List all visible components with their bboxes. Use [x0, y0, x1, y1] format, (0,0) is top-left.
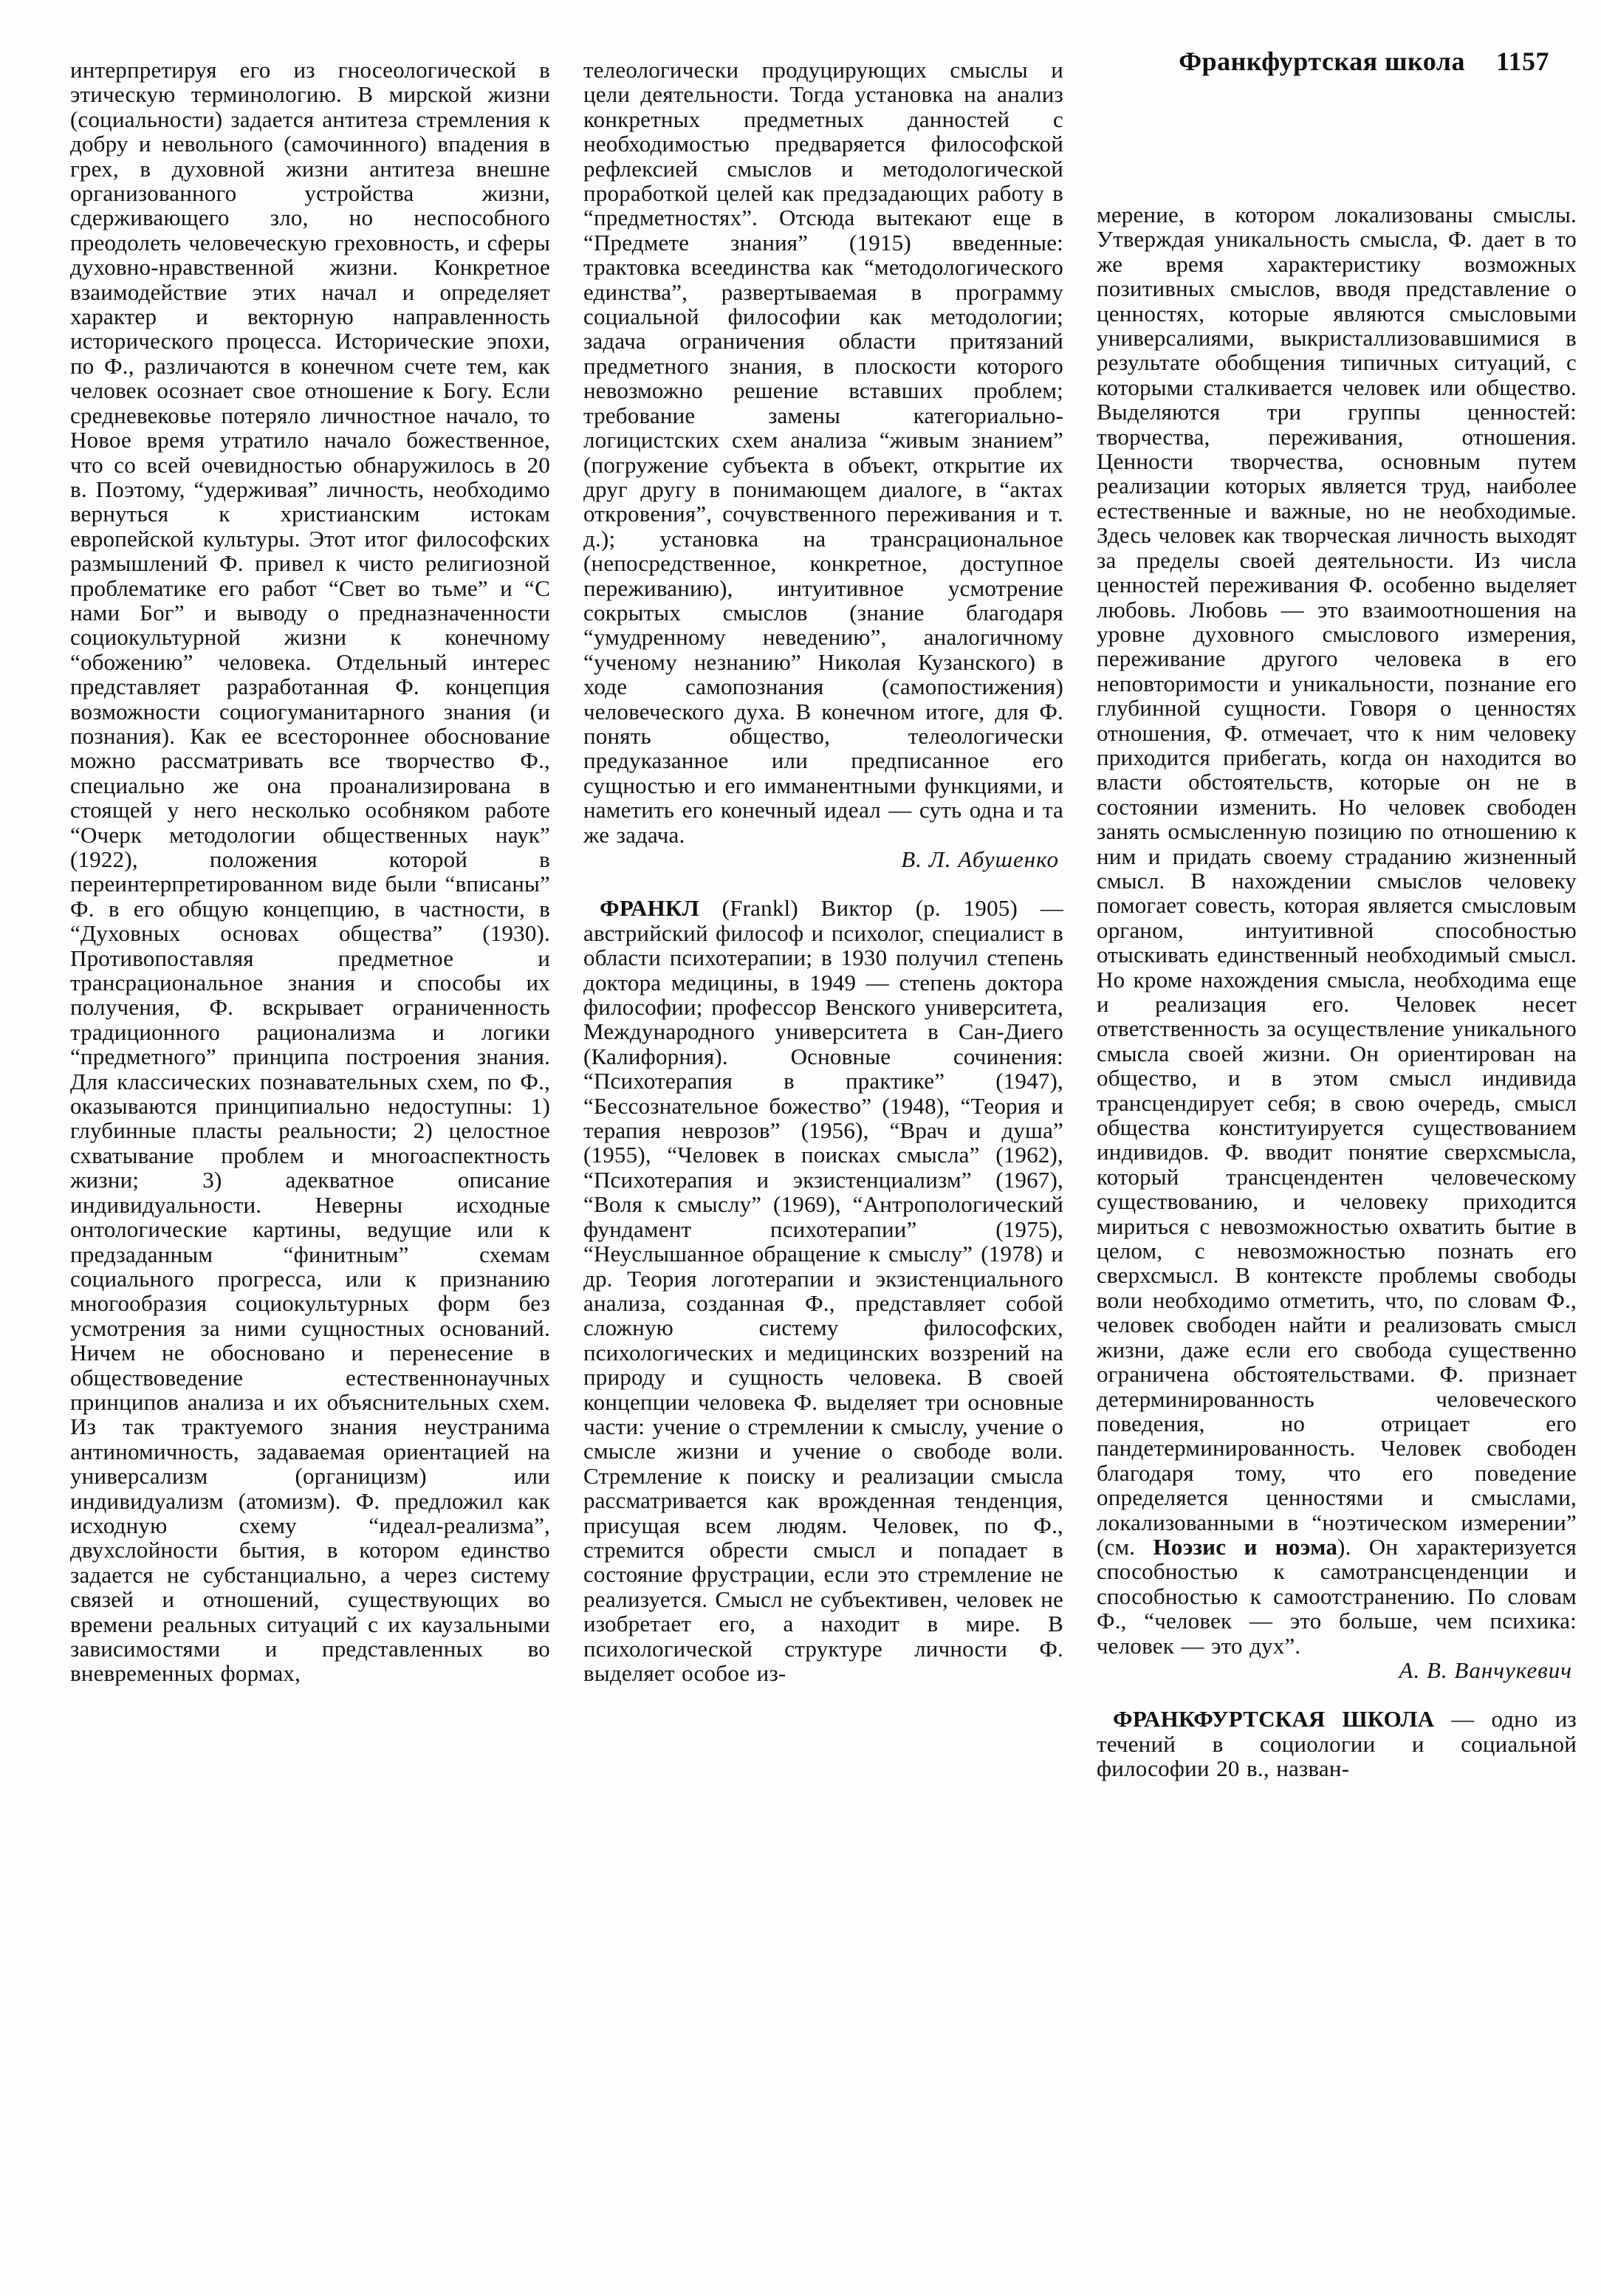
frankl-entry-text: (Frankl) Виктор (р. 1905) — австрийский философ и психолог, специалист в области психотерапии; в 1930 получил степень доктора медицины, в 1949 — степень доктора философии; профессор Венского университета, Международного университета в Сан-Диего (Калифорния). Основные сочинения: “Психотерапия в практике” (1947), “Бессознательное божество” (1948), “Теория и терапия неврозов” (1956), “Врач и душа” (1955), “Человек в поисках смысла” (1962), “Психотерапия и экзистенциализм” (1967), “Воля к смыслу” (1969), “Антропологический фундамент психотерапии” (1975), “Неуслышанное обращение к смыслу” (1978) и др. Теория логотерапии и экзистенциального анализа, созданная Ф., представляет собой сложную систему философских, психологических и медицинских воззрений на природу и сущность человека. В своей концепции человека Ф. выделяет три основные части: учение о стремлении к смыслу, учение о смысле жизни и учение о свободе воли. Стремление к поиску и реализации смысла рассматривается как врожденная тенденция, присущая всем людям. Человек, по Ф., стремится обрести смысл и попадает в состояние фрустрации, если это стремление не реализуется. Смысл не субъективен, человек не изобретает его, а находит в мире. В психологической структуре личности Ф. выделяет особое из- [583, 895, 1063, 1686]
running-title: Франкфуртская школа [1179, 47, 1465, 76]
frankl-entry-text-before-ref: мерение, в котором локализованы смыслы. Утверждая уникальность смысла, Ф. дает в то же время характеристику возможных позитивных смыслов, вводя представление о ценностях, которые являются смысловыми универсалиями, выкристаллизовавшимися в результате обобщения типичных ситуаций, с которыми сталкивается человек или общество. Выделяются три группы ценностей: творчества, переживания, отношения. Ценности творчества, основным путем реализации которых является труд, наиболее естественные и важные, но не необходимые. Здесь человек как творческая личность выходят за пределы своей деятельности. Из числа ценностей переживания Ф. особенно выделяет любовь. Любовь — это взаимоотношения на уровне духовного смыслового измерения, переживание другого человека в его неповторимости и уникальности, познание его глубинной сущности. Говоря о ценностях отношения, Ф. отмечает, что к ним человеку приходится прибегать, когда он находится во власти обстоятельств, которые он не в состоянии изменить. Но человек свободен занять осмысленную позицию по отношению к ним и придать своему страданию жизненный смысл. В нахождении смыслов человеку помогает совесть, которая является смысловым органом, интуитивной способностью отыскивать единственный необходимый смысл. Но кроме нахождения смысла, необходима еще и реализация его. Человек несет ответственность за осуществление уникального смысла своей жизни. Он ориентирован на общество, и в этом смысл индивида трансцендирует себя; в свою очередь, смысл общества конституируется существованием индивидов. Ф. вводит понятие сверхсмысла, который трансцендентен человеческому существованию, и человеку приходится мириться с невозможностью охватить бытие в целом, с невозможностью познать его сверхсмысл. В контексте проблемы свободы воли необходимо отметить, что, по словам Ф., человек свободен найти и реализовать смысл жизни, даже если его свобода существенно ограничена обстоятельствами. Ф. признает детерминированность человеческого поведения, но отрицает его пандетерминированность. Человек свободен благодаря тому, что его поведение определяется ценностями и смыслами, локализованными в “ноэтическом измерении” (см. [1097, 202, 1577, 1560]
frankfurt-school-entry [1097, 1707, 1577, 1781]
frank-entry-continuation-2: телеологически продуцирующих смыслы и цели деятельности. Тогда установка на анализ конкретных предметных данностей с необходимостью предваряется философской рефлексией смыслов и методологической проработкой целей как предзадающих работу в “предметностях”. Отсюда вытекают еще в “Предмете знания” (1915) введенные: трактовка всеединства как “методологического единства”, развертываемая в программу социальной философии как методологии; задача ограничения области притязаний предметного знания, в плоскости которого невозможно решение вставших проблем; требование замены категориально-логицистских схем анализа “живым знанием” (погружение субъекта в объект, открытие их друг другу в понимающем диалоге, в “актах откровения”, сочувственного переживания и т. д.); установка на трансрациональное (непосредственное, конкретное, доступное переживанию), интуитивное усмотрение сокрытых смыслов (знание благодаря “умудренному неведению”, аналогичному “ученому незнанию” Николая Кузанского) в ходе самопознания (самопостижения) человеческого духа. В конечном итоге, для Ф. понять общество, телеологически предуказанное или предписанное его сущностью и его имманентными функциями, и наметить его конечный идеал — суть одна и та же задача. [583, 57, 1063, 848]
text-columns [70, 58, 1577, 1781]
column-2 [583, 58, 1063, 1781]
frankl-entry [583, 896, 1063, 1685]
frank-entry-continuation: интерпретируя его из гносеологической в этическую терминологию. В мирской жизни (социальности) задается антитеза стремления к добру и невольного (самочинного) впадения в грех, в духовной жизни антитеза внешне организованного устройства жизни, сдерживающего зло, но неспособного преодолеть человеческую греховность, и сферы духовно-нравственной жизни. Конкретное взаимодействие этих начал и определяет характер и векторную направленность исторического процесса. Исторические эпохи, по Ф., различаются в конечном счете тем, как человек осознает свое отношение к Богу. Если средневековье потеряло личностное начало, то Новое время утратило начало божественное, что со всей очевидностью обнаружилось в 20 в. Поэтому, “удерживая” личность, необходимо вернуться к христианским истокам европейской культуры. Этот итог философских размышлений Ф. привел к чисто религиозной проблематике его работ “Свет во тьме” и “С нами Бог” и выводу о предназначенности социокультурной жизни к конечному “обожению” человека. Отдельный интерес представляет разработанная Ф. концепция возможности социогуманитарного знания (и познания). Как ее всестороннее обоснование можно рассматривать все творчество Ф., специально же она проанализирована в стоящей у него несколько особняком работе “Очерк методологии общественных наук” (1922), положения которой в переинтерпретированном виде были “вписаны” Ф. в его общую концепцию, в частности, в “Духовных основах общества” (1930). Противопоставляя предметное и трансрациональное знания и способы их получения, Ф. вскрывает ограниченность традиционного рационализма и логики “предметного” принципа построения знания. Для классических познавательных схем, по Ф., оказываются принципиально недоступны: 1) глубинные пласты реальности; 2) целостное схватывание проблем и многоаспектность жизни; 3) адекватное описание индивидуальности. Неверны исходные онтологические картины, ведущие или к предзаданным “финитным” схемам социального прогресса, или к признанию многообразия социокультурных форм без усмотрения за ними сущностных оснований. Ничем не обосновано и перенесение в обществоведение естественнонаучных принципов анализа и их объяснительных схем. Из так трактуемого знания неустранима антиномичность, задаваемая ориентацией на универсализм (органицизм) или индивидуализм (атомизм). Ф. предложил как исходную схему “идеал-реализма”, двухслойности бытия, в котором единство задается не субстанциально, а через систему связей и отношений, существующих во времени реальных ситуаций с их каузальными зависимостями и представленных во вневременных формах, [70, 57, 550, 1687]
frankfurt-school-entry-text: — одно из течений в социологии и социальной философии 20 в., назван- [1097, 1706, 1577, 1782]
frankl-entry-term: ФРАНКЛ [600, 895, 699, 922]
frankl-entry-text-after-ref: ). Он характеризуется способностью к самотрансценденции и способностью к самоотстранению. По словам Ф., “человек — это больше, чем психика: человек — это дух”. [1097, 1533, 1577, 1659]
column-1 [70, 58, 550, 1781]
frankl-entry-continuation [1097, 202, 1577, 1658]
cross-reference-noesis-noema: Ноэзис и ноэма [1153, 1533, 1338, 1560]
frankfurt-school-entry-term: ФРАНКФУРТСКАЯ ШКОЛА [1113, 1706, 1435, 1733]
author-signature-abushenko: В. Л. Абушенко [901, 846, 1059, 872]
author-signature-vanchukevich: А. В. Ванчукевич [1399, 1656, 1572, 1683]
column-3 [1097, 58, 1577, 1781]
page-number: 1157 [1495, 47, 1549, 76]
